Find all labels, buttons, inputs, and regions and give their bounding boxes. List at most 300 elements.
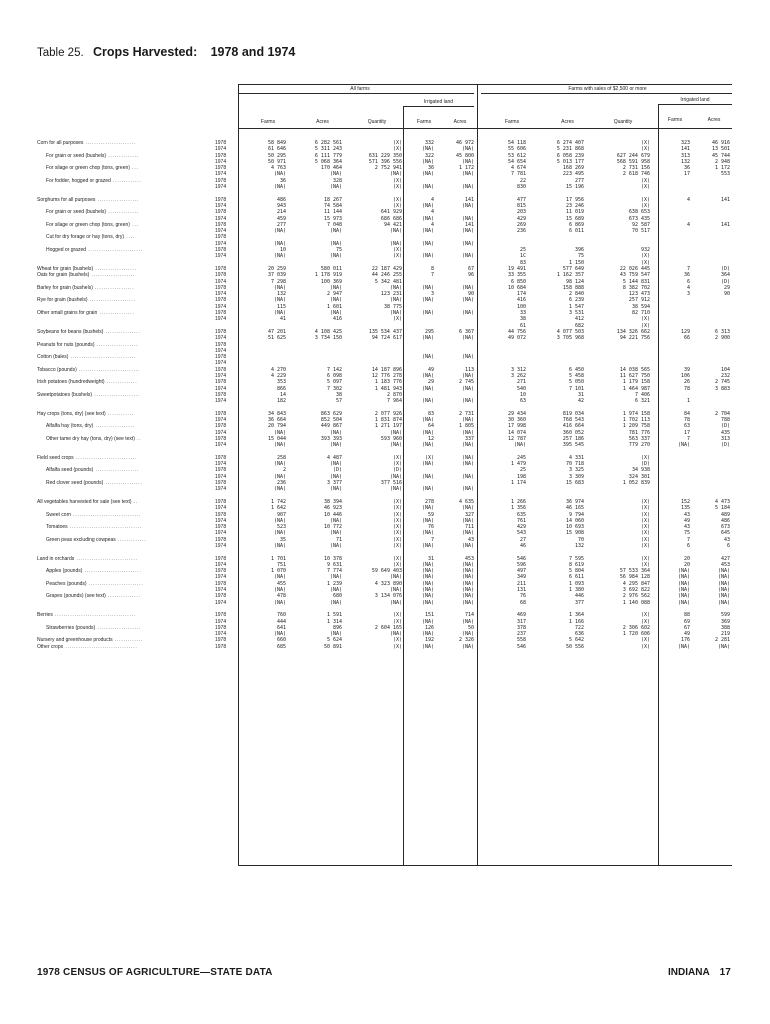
- table-cell: 236: [516, 228, 526, 235]
- table-cell: (NA): [273, 486, 286, 493]
- table-cell: (NA): [273, 284, 286, 291]
- table-cell: (NA): [329, 486, 342, 493]
- table-cell: 1 974 158: [622, 410, 650, 417]
- table-cell: 781 776: [628, 429, 650, 436]
- table-cell: 2 306 602: [622, 624, 650, 631]
- row-year: 1974: [215, 184, 227, 191]
- table-cell: (NA): [421, 372, 434, 379]
- table-cell: (NA): [273, 228, 286, 235]
- table-cell: 271: [516, 379, 526, 386]
- table-cell: 58 849: [267, 140, 286, 146]
- table-cell: (NA): [677, 580, 690, 587]
- row-year: 1978: [215, 265, 227, 272]
- footer-page: [668, 967, 731, 978]
- table-cell: 43: [467, 536, 474, 543]
- leader-dots: ....: [124, 234, 136, 241]
- table-cell: 486: [720, 517, 730, 524]
- table-cell: 486: [276, 196, 286, 203]
- row-year: 1978: [215, 624, 227, 631]
- table-cell: (NA): [421, 442, 434, 449]
- table-cell: 132: [276, 291, 286, 298]
- table-cell: 46 165: [565, 505, 584, 512]
- leader-dots: .................................: [67, 524, 143, 531]
- row-year: 1978: [215, 354, 227, 361]
- colhead-irr-acres-all: Acres: [453, 119, 467, 125]
- table-cell: 1 601: [326, 303, 342, 310]
- row-year: 1978: [215, 555, 227, 562]
- table-cell: 43: [723, 536, 730, 543]
- leader-dots: ...: [129, 221, 139, 228]
- table-cell: 577 649: [562, 265, 584, 272]
- col-farms-sales: [480, 140, 526, 650]
- table-cell: 1 364: [568, 612, 584, 619]
- table-cell: (NA): [273, 587, 286, 594]
- table-cell: 39: [683, 366, 690, 373]
- row-year: 1974: [215, 398, 227, 405]
- table-cell: 332: [424, 140, 434, 146]
- table-cell: 76: [427, 524, 434, 531]
- table-cell: 645: [720, 530, 730, 537]
- table-cell: 135: [680, 505, 690, 512]
- table-cell: 1 162 357: [556, 272, 584, 279]
- footer-state: INDIANA: [668, 967, 710, 978]
- table-cell: 4 487: [326, 454, 342, 461]
- table-cell: 66: [683, 335, 690, 342]
- row-year: 1974: [215, 360, 227, 367]
- table-cell: 34 843: [267, 410, 286, 417]
- table-cell: (X): [640, 322, 650, 329]
- table-cell: 599: [720, 612, 730, 619]
- table-cell: (X): [392, 555, 402, 562]
- leader-dots: .................: [103, 480, 143, 487]
- table-cell: 553: [720, 171, 730, 178]
- row-year: 1978: [215, 152, 227, 159]
- table-cell: (NA): [273, 461, 286, 468]
- row-label-text: All vegetables harvested for sale (see text): [37, 498, 132, 505]
- table-cell: 84: [683, 410, 690, 417]
- table-cell: 563 337: [628, 435, 650, 442]
- table-cell: (X): [392, 498, 402, 505]
- table-cell: 10 446: [323, 511, 342, 518]
- table-cell: (X): [640, 511, 650, 518]
- row-year: 1974: [215, 278, 227, 285]
- leader-dots: ..............: [106, 209, 139, 216]
- table-cell: 134 326 662: [616, 328, 650, 335]
- table-cell: (NA): [421, 429, 434, 436]
- table-cell: (X): [640, 517, 650, 524]
- table-cell: 38 775: [383, 303, 402, 310]
- table-cell: 751: [276, 561, 286, 568]
- leader-dots: ..................: [92, 284, 135, 291]
- table-cell: (NA): [329, 297, 342, 304]
- table-cell: 18 267: [323, 196, 342, 203]
- table-cell: 943: [276, 202, 286, 209]
- table-cell: (X): [392, 316, 402, 323]
- leader-dots: ............: [105, 410, 135, 417]
- table-cell: 19 491: [507, 265, 526, 272]
- table-cell: 7 406: [634, 391, 650, 398]
- table-cell: (NA): [461, 297, 474, 304]
- table-cell: (D): [720, 278, 730, 285]
- table-cell: (NA): [421, 599, 434, 606]
- table-cell: (NA): [461, 417, 474, 424]
- table-cell: 7 101: [568, 385, 584, 392]
- table-cell: 36: [279, 177, 286, 184]
- leader-dots: ............................: [74, 555, 138, 562]
- table-cell: 78: [683, 417, 690, 424]
- leader-dots: ...................: [93, 265, 137, 272]
- row-year: 1978: [215, 467, 227, 474]
- page-number: 17: [719, 967, 731, 978]
- table-cell: 54 118: [507, 140, 526, 146]
- row-year: 1978: [215, 580, 227, 587]
- table-cell: 1 070: [270, 568, 286, 575]
- table-cell: (NA): [461, 253, 474, 260]
- table-cell: 44 756: [507, 328, 526, 335]
- table-cell: 722: [574, 624, 584, 631]
- table-cell: (NA): [461, 631, 474, 638]
- table-cell: 6 611: [568, 574, 584, 581]
- row-label-text: Green peas excluding cowpeas: [46, 536, 116, 543]
- table-cell: 1 742: [270, 498, 286, 505]
- table-cell: 393 393: [320, 435, 342, 442]
- row-year: 1974: [215, 385, 227, 392]
- table-cell: 1 481 943: [374, 385, 402, 392]
- table-cell: 20: [683, 561, 690, 568]
- table-cell: 2 745: [714, 379, 730, 386]
- col-irr-farms-sales: [660, 140, 690, 650]
- row-label-text: Cut for dry forage or hay (tons, dry): [46, 234, 125, 241]
- table-cell: (NA): [421, 240, 434, 247]
- table-cell: 5 311 243: [314, 146, 342, 153]
- table-cell: (NA): [421, 587, 434, 594]
- table-cell: 31: [427, 555, 434, 562]
- table-cell: (NA): [461, 454, 474, 461]
- table-cell: (NA): [329, 284, 342, 291]
- table-cell: 416: [332, 316, 342, 323]
- table-cell: 6 321: [634, 398, 650, 405]
- table-cell: 50 891: [323, 643, 342, 650]
- table-cell: 34 938: [631, 467, 650, 474]
- table-cell: (NA): [421, 580, 434, 587]
- table-cell: (NA): [513, 442, 526, 449]
- row-year: 1978: [215, 165, 227, 172]
- table-cell: 1 701: [270, 555, 286, 562]
- table-cell: 123 473: [628, 291, 650, 298]
- table-cell: 158 888: [562, 284, 584, 291]
- row-year: 1974: [215, 146, 227, 153]
- table-cell: (NA): [421, 158, 434, 165]
- row-year: 1978: [215, 498, 227, 505]
- table-cell: 863 629: [320, 410, 342, 417]
- table-cell: 2 752 941: [374, 165, 402, 172]
- table-cell: 377: [574, 599, 584, 606]
- table-cell: 6 098: [326, 372, 342, 379]
- table-cell: (NA): [421, 568, 434, 575]
- table-cell: (NA): [461, 593, 474, 600]
- leader-dots: ..............: [106, 152, 139, 159]
- table-cell: (X): [392, 461, 402, 468]
- table-cell: 1 642: [270, 505, 286, 512]
- table-cell: (NA): [329, 543, 342, 549]
- row-year: 1978: [215, 247, 227, 254]
- table-cell: 70 718: [565, 461, 584, 468]
- table-years: 1978 and 1974: [210, 45, 296, 59]
- table-cell: (NA): [461, 599, 474, 606]
- table-cell: 6: [686, 278, 690, 285]
- table-cell: 2 900: [714, 335, 730, 342]
- table-cell: (NA): [461, 643, 474, 650]
- table-cell: 74 584: [323, 202, 342, 209]
- table-cell: 43: [683, 511, 690, 518]
- leader-dots: ..: [134, 435, 142, 442]
- table-cell: 4 331: [568, 454, 584, 461]
- header-top-rule: [238, 84, 732, 85]
- row-year: 1978: [215, 480, 227, 487]
- table-cell: 453: [720, 561, 730, 568]
- irrigated-b-rule: [658, 104, 732, 105]
- table-cell: 3 377: [326, 480, 342, 487]
- row-year: 1978: [215, 341, 227, 348]
- table-cell: (X): [640, 259, 650, 266]
- row-year: 1974: [215, 574, 227, 581]
- row-year: 1974: [215, 631, 227, 638]
- table-cell: 141: [464, 221, 474, 228]
- table-cell: (NA): [273, 574, 286, 581]
- table-cell: (NA): [329, 253, 342, 260]
- table-cell: (NA): [461, 398, 474, 405]
- table-cell: 852 504: [320, 417, 342, 424]
- table-cell: 1 178 919: [314, 272, 342, 279]
- row-label-text: Rye for grain (bushels): [37, 297, 88, 304]
- table-cell: (NA): [389, 473, 402, 480]
- divider-irr-b: [658, 104, 659, 866]
- row-label-text: Sorghums for all purposes: [37, 196, 96, 203]
- row-year: 1978: [215, 284, 227, 291]
- table-cell: 2 604 165: [374, 624, 402, 631]
- row-year: 1978: [215, 272, 227, 279]
- row-label-text: Red clover seed (pounds): [46, 480, 104, 487]
- table-cell: 53 612: [507, 152, 526, 159]
- table-cell: 364: [720, 272, 730, 279]
- colhead-quantity-all: Quantity: [367, 119, 387, 125]
- table-cell: 673: [720, 524, 730, 531]
- colhead-quantity-sales: Quantity: [613, 119, 633, 125]
- table-cell: 5 642: [568, 637, 584, 644]
- table-cell: (NA): [461, 385, 474, 392]
- row-label-text: Alfalfa hay (tons, dry): [46, 423, 94, 430]
- row-year: 1974: [215, 505, 227, 512]
- table-cell: (NA): [329, 429, 342, 436]
- table-cell: (NA): [421, 618, 434, 625]
- table-cell: (NA): [329, 599, 342, 606]
- row-label-text: Tobacco (pounds): [37, 366, 77, 373]
- table-cell: 236: [276, 480, 286, 487]
- table-cell: 3: [430, 291, 434, 298]
- table-cell: 38: [519, 316, 526, 323]
- table-cell: 41: [279, 316, 286, 323]
- row-label-text: Field seed crops: [37, 454, 74, 461]
- table-cell: (NA): [421, 171, 434, 178]
- table-cell: 5 342 481: [374, 278, 402, 285]
- table-cell: 6 111 779: [314, 152, 342, 159]
- colhead-irr-acres-sales: Acres: [707, 117, 721, 123]
- table-cell: (X): [392, 543, 402, 549]
- table-cell: 2 745: [458, 379, 474, 386]
- table-cell: 115: [276, 303, 286, 310]
- table-cell: (NA): [677, 568, 690, 575]
- table-cell: 2 947: [326, 291, 342, 298]
- table-cell: 44 246 255: [371, 272, 402, 279]
- row-year: 1978: [215, 328, 227, 335]
- table-cell: 14 074: [507, 429, 526, 436]
- table-cell: 1 266: [510, 498, 526, 505]
- table-cell: 4 270: [270, 366, 286, 373]
- leader-dots: ..................: [93, 423, 135, 430]
- table-cell: (X): [392, 536, 402, 543]
- table-cell: (X): [392, 637, 402, 644]
- table-cell: 17: [683, 429, 690, 436]
- table-cell: 70: [577, 536, 584, 543]
- colhead-farms-sales: Farms: [504, 119, 520, 125]
- table-cell: 317: [516, 618, 526, 625]
- table-cell: (X): [392, 505, 402, 512]
- table-cell: 635: [516, 511, 526, 518]
- table-cell: 90: [723, 291, 730, 298]
- row-label-text: Sweetpotatoes (bushels): [37, 391, 93, 398]
- table-cell: (NA): [329, 587, 342, 594]
- table-cell: (X): [640, 498, 650, 505]
- table-cell: 1 547: [568, 303, 584, 310]
- table-cell: 46 916: [711, 140, 730, 146]
- table-cell: 100 369: [320, 278, 342, 285]
- table-cell: 6: [726, 543, 730, 549]
- row-year: 1974: [215, 253, 227, 260]
- table-cell: 377 516: [380, 480, 402, 487]
- table-cell: 631 229 350: [368, 152, 402, 159]
- table-cell: (NA): [421, 228, 434, 235]
- table-cell: 337: [464, 435, 474, 442]
- row-label-text: Other crops: [37, 643, 64, 650]
- table-cell: 427: [720, 555, 730, 562]
- table-cell: (D): [640, 461, 650, 468]
- table-cell: (NA): [389, 574, 402, 581]
- table-cell: (NA): [389, 442, 402, 449]
- table-cell: 277: [574, 177, 584, 184]
- table-cell: 46: [519, 543, 526, 549]
- header-sales-farms: Farms with sales of $2,500 or more: [568, 86, 647, 92]
- table-cell: 760: [276, 612, 286, 619]
- table-cell: 82 710: [631, 310, 650, 317]
- table-cell: 141: [680, 146, 690, 153]
- table-cell: 4: [430, 196, 434, 203]
- table-cell: 1 179 158: [622, 379, 650, 386]
- table-cell: (NA): [389, 284, 402, 291]
- table-cell: (X): [640, 637, 650, 644]
- row-label-text: Tomatoes: [46, 524, 68, 531]
- table-cell: (X): [640, 454, 650, 461]
- table-cell: 59 649 403: [371, 568, 402, 575]
- table-cell: 88: [683, 612, 690, 619]
- table-cell: 12 787: [507, 435, 526, 442]
- table-cell: 1 314: [326, 618, 342, 625]
- table-cell: 15 044: [267, 435, 286, 442]
- table-cell: 1 150: [568, 259, 584, 266]
- table-cell: 8: [430, 265, 434, 272]
- table-cell: 5 624: [326, 637, 342, 644]
- table-cell: (NA): [273, 543, 286, 549]
- table-cell: 4 295 847: [622, 580, 650, 587]
- table-cell: 43 759 547: [619, 272, 650, 279]
- row-year: 1978: [215, 221, 227, 228]
- leader-dots: ..............: [104, 379, 138, 386]
- table-cell: 237: [516, 631, 526, 638]
- leader-dots: .........................: [86, 580, 144, 587]
- col-quantity-all: [344, 140, 402, 650]
- table-cell: 523: [276, 524, 286, 531]
- table-cell: (X): [640, 196, 650, 203]
- table-cell: 168 269: [562, 165, 584, 172]
- table-cell: 15 196: [565, 184, 584, 191]
- table-cell: (NA): [389, 297, 402, 304]
- row-label-text: Strawberries (pounds): [46, 624, 96, 631]
- table-cell: 192: [424, 637, 434, 644]
- row-label-text: Barley for grain (bushels): [37, 284, 93, 291]
- table-cell: 75: [577, 253, 584, 260]
- table-cell: 135 534 437: [368, 328, 402, 335]
- row-year: 1974: [215, 335, 227, 342]
- table-cell: 3 134 076: [374, 593, 402, 600]
- table-cell: 38 394: [323, 498, 342, 505]
- table-cell: 369: [720, 618, 730, 625]
- table-cell: 788: [720, 417, 730, 424]
- table-cell: 141: [720, 196, 730, 203]
- row-year: 1978: [215, 568, 227, 575]
- table-cell: (NA): [329, 171, 342, 178]
- table-cell: (NA): [461, 240, 474, 247]
- table-cell: 174: [516, 291, 526, 298]
- table-cell: 2 948: [714, 158, 730, 165]
- table-cell: (NA): [677, 574, 690, 581]
- table-cell: 4 229: [270, 372, 286, 379]
- row-year: 1974: [215, 429, 227, 436]
- table-cell: 815: [516, 202, 526, 209]
- table-cell: 660: [276, 637, 286, 644]
- row-year: 1974: [215, 316, 227, 323]
- row-year: 1974: [215, 517, 227, 524]
- table-cell: 4 763: [270, 165, 286, 172]
- table-cell: 1 166: [568, 618, 584, 625]
- table-cell: 37 039: [267, 272, 286, 279]
- table-cell: 313: [680, 152, 690, 159]
- table-cell: (NA): [717, 587, 730, 594]
- table-cell: (NA): [273, 253, 286, 260]
- table-cell: 98 124: [565, 278, 584, 285]
- table-cell: 596: [516, 561, 526, 568]
- table-cell: (NA): [329, 310, 342, 317]
- table-cell: 126: [424, 624, 434, 631]
- col-acres-all: [290, 140, 342, 650]
- table-cell: 75: [683, 530, 690, 537]
- table-cell: 3 692 822: [622, 587, 650, 594]
- table-cell: 571 396 556: [368, 158, 402, 165]
- table-cell: 593 960: [380, 435, 402, 442]
- row-year: 1974: [215, 347, 227, 354]
- table-cell: (NA): [273, 631, 286, 638]
- table-cell: 22 026 445: [619, 265, 650, 272]
- table-cell: 94 421: [383, 221, 402, 228]
- table-cell: 459: [276, 215, 286, 222]
